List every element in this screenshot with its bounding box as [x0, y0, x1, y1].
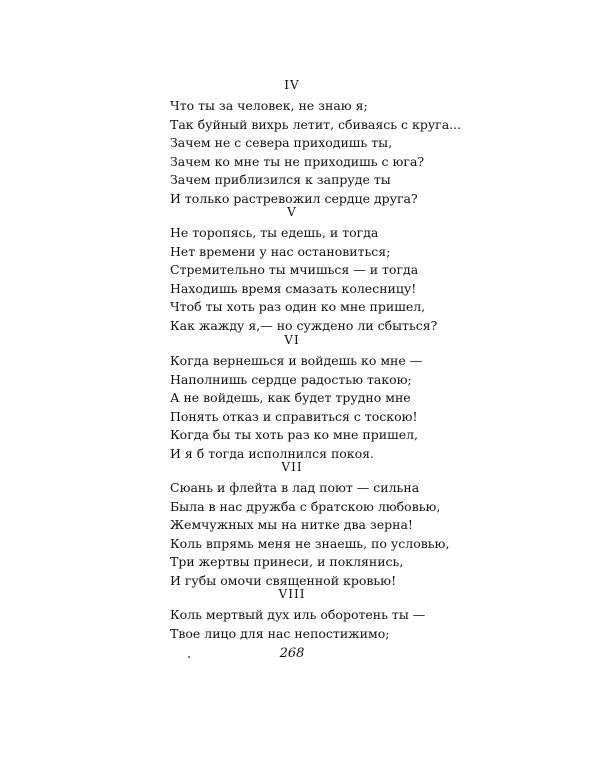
print-speck	[188, 656, 190, 658]
poem-line: Находишь время смазать колесницу!	[170, 280, 417, 296]
section-number-vi: VI	[284, 333, 300, 347]
poem-line: И только растревожил сердце друга?	[170, 190, 418, 206]
poem-line: Три жертвы принеси, и поклянись,	[170, 554, 404, 570]
section-number-vii: VII	[281, 460, 303, 474]
poem-line: Понять отказ и справиться с тоскою!	[170, 408, 418, 424]
poem-line: Была в нас дружба с братскою любовью,	[170, 498, 441, 514]
stanza-vii	[170, 479, 470, 591]
section-number-viii: VIII	[278, 587, 306, 601]
poem-line: Зачем не с севера приходишь ты,	[170, 135, 393, 151]
poem-line: Зачем ко мне ты не приходишь с юга?	[170, 153, 425, 169]
stanza-v	[170, 224, 470, 336]
poem-line: Коль мертвый дух иль оборотень ты —	[170, 607, 426, 622]
poem-line: Так буйный вихрь летит, сбиваясь с круга...	[170, 116, 462, 132]
poem-line: Не торопясь, ты едешь, и тогда	[170, 225, 379, 240]
page-number: 268	[279, 646, 305, 661]
section-number-v: V	[287, 205, 297, 219]
poem-line: Коль впрямь меня не знаешь, по условью,	[170, 535, 450, 551]
poem-line: А не войдешь, как будет трудно мне	[170, 390, 411, 406]
section-number-iv: IV	[284, 78, 300, 92]
poem-line: Как жажду я,— но суждено ли сбыться?	[170, 317, 438, 333]
stanza-iv	[170, 97, 470, 209]
poem-line: Наполнишь сердце радостью такою;	[170, 371, 412, 387]
poem-line: И я б тогда исполнился покоя.	[170, 445, 374, 461]
poem-line: Чтоб ты хоть раз один ко мне пришел,	[170, 299, 426, 315]
poem-line: Стремительно ты мчишься — и тогда	[170, 262, 419, 278]
poem-line: Что ты за человек, не знаю я;	[170, 98, 368, 113]
poem-line: Когда вернешься и войдешь ко мне —	[170, 353, 423, 368]
stanza-vi	[170, 352, 470, 464]
poem-line: Сюань и флейта в лад поют — сильна	[170, 480, 420, 495]
poem-line: Твое лицо для нас непостижимо;	[170, 625, 390, 641]
poem-line: И губы омочи священной кровью!	[170, 572, 397, 588]
poem-line: Зачем приблизился к запруде ты	[170, 172, 391, 188]
stanza-viii	[170, 606, 470, 643]
poem-line: Нет времени у нас остановиться;	[170, 243, 391, 259]
poem-line: Когда бы ты хоть раз ко мне пришел,	[170, 427, 419, 443]
poem-line: Жемчужных мы на нитке два зерна!	[170, 517, 413, 533]
